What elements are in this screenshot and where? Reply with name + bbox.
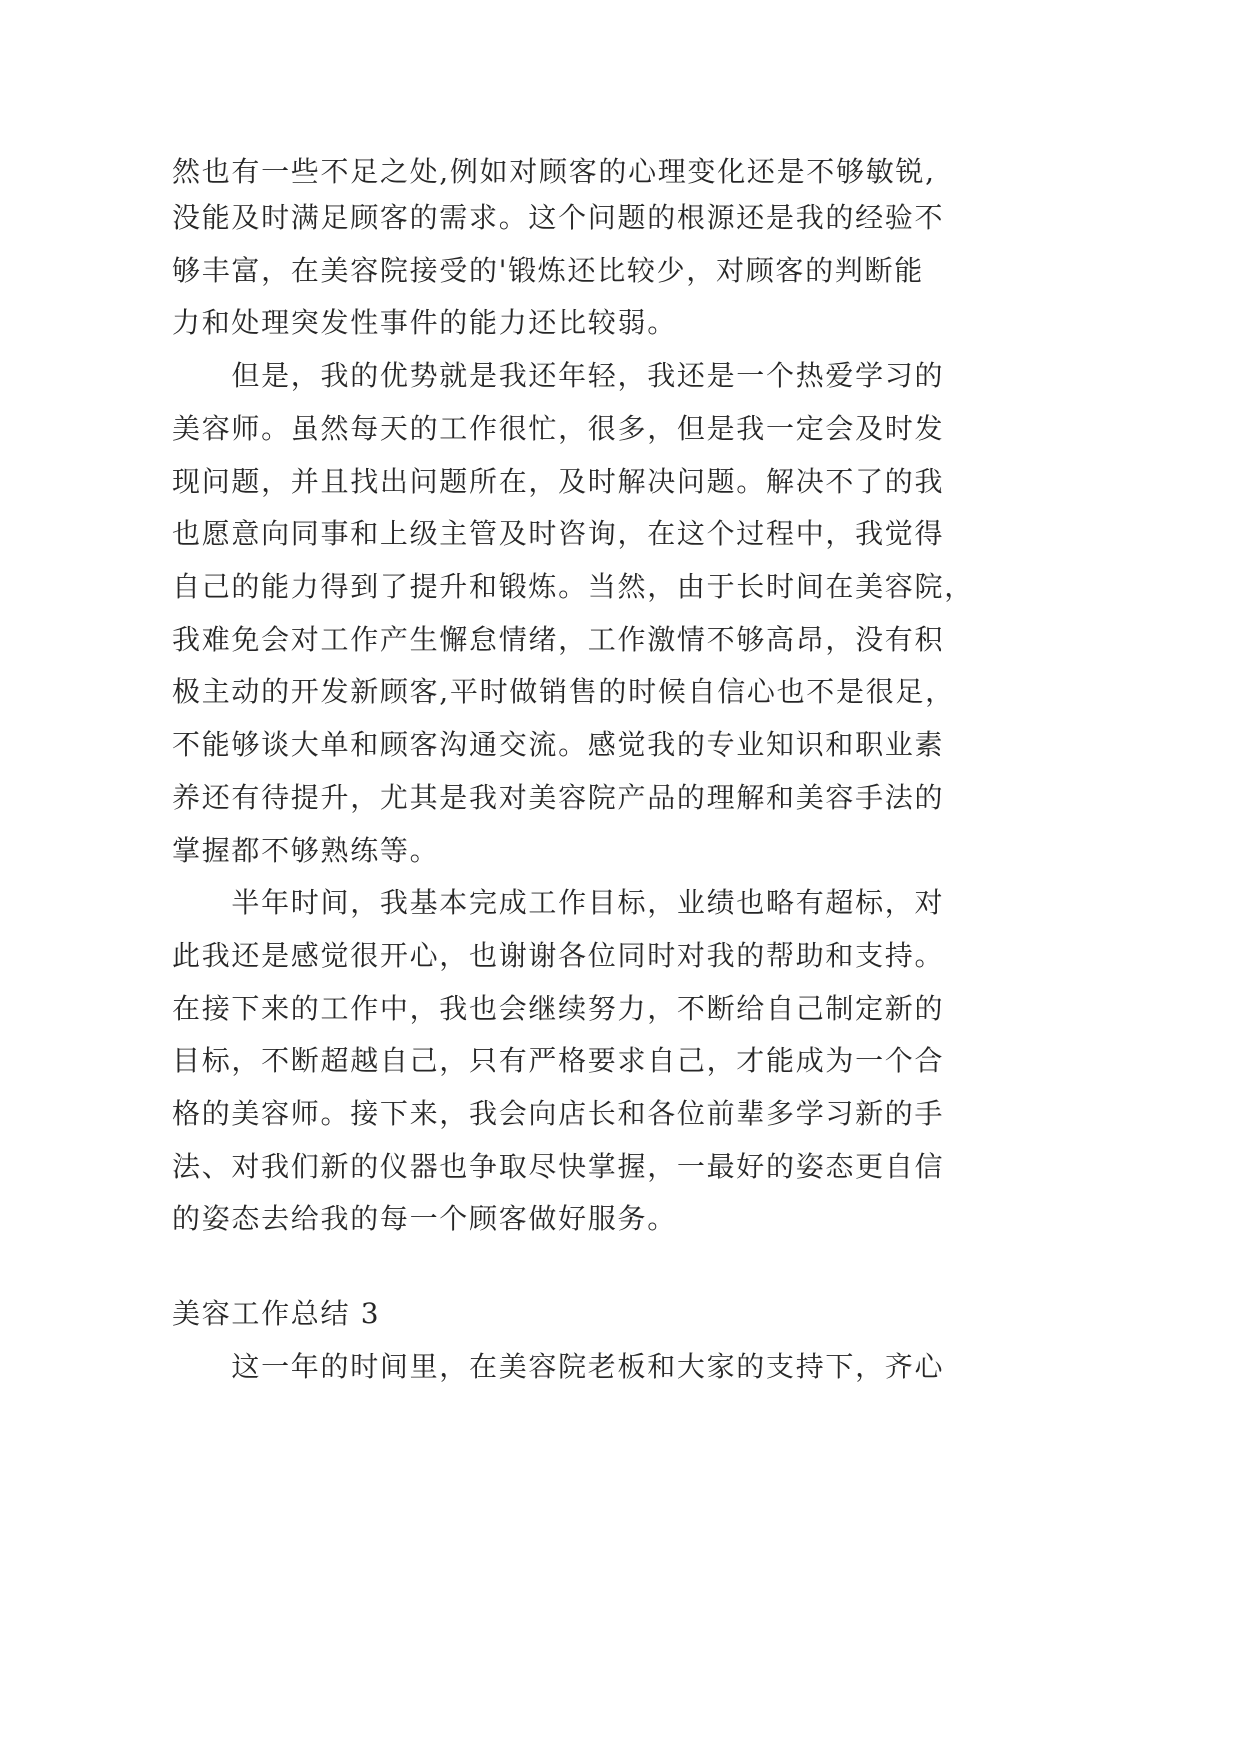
- body-text-line: 我难免会对工作产生懈怠情绪，工作激情不够高昂，没有积: [172, 623, 945, 656]
- body-text-line: 自己的能力得到了提升和锻炼。当然，由于长时间在美容院，: [172, 570, 974, 603]
- body-text-line: 养还有待提升，尤其是我对美容院产品的理解和美容手法的: [172, 781, 945, 814]
- body-text-line: 力和处理突发性事件的能力还比较弱。: [172, 306, 677, 339]
- body-text-line: 也愿意向同事和上级主管及时咨询，在这个过程中，我觉得: [172, 517, 945, 550]
- body-text-line: 没能及时满足顾客的需求。这个问题的根源还是我的经验不: [172, 201, 945, 234]
- body-text-line: 但是，我的优势就是我还年轻，我还是一个热爱学习的: [172, 359, 945, 392]
- body-text-line: 然也有一些不足之处,例如对顾客的心理变化还是不够敏锐,: [172, 155, 936, 188]
- body-text-line: 现问题，并且找出问题所在，及时解决问题。解决不了的我: [172, 465, 945, 498]
- body-text-line: 法、对我们新的仪器也争取尽快掌握，一最好的姿态更自信: [172, 1150, 945, 1183]
- body-text-line: 半年时间，我基本完成工作目标，业绩也略有超标，对: [172, 886, 945, 919]
- body-text-line: 美容师。虽然每天的工作很忙，很多，但是我一定会及时发: [172, 412, 945, 445]
- section-heading: 美容工作总结 3: [172, 1297, 381, 1330]
- body-text-line: 不能够谈大单和顾客沟通交流。感觉我的专业知识和职业素: [172, 728, 945, 761]
- body-text-line: 格的美容师。接下来，我会向店长和各位前辈多学习新的手: [172, 1097, 945, 1130]
- body-text-line: 目标，不断超越自己，只有严格要求自己，才能成为一个合: [172, 1044, 945, 1077]
- body-text-line: 掌握都不够熟练等。: [172, 834, 440, 867]
- body-text-line: 在接下来的工作中，我也会继续努力，不断给自己制定新的: [172, 992, 945, 1025]
- body-text-line: 的姿态去给我的每一个顾客做好服务。: [172, 1202, 677, 1235]
- body-text-line: 极主动的开发新顾客,平时做销售的时候自信心也不是很足，: [172, 675, 955, 708]
- body-text-line: 此我还是感觉很开心，也谢谢各位同时对我的帮助和支持。: [172, 939, 945, 972]
- body-text-line: 够丰富，在美容院接受的'锻炼还比较少，对顾客的判断能: [172, 254, 924, 287]
- body-text-line: 这一年的时间里，在美容院老板和大家的支持下，齐心: [172, 1350, 945, 1383]
